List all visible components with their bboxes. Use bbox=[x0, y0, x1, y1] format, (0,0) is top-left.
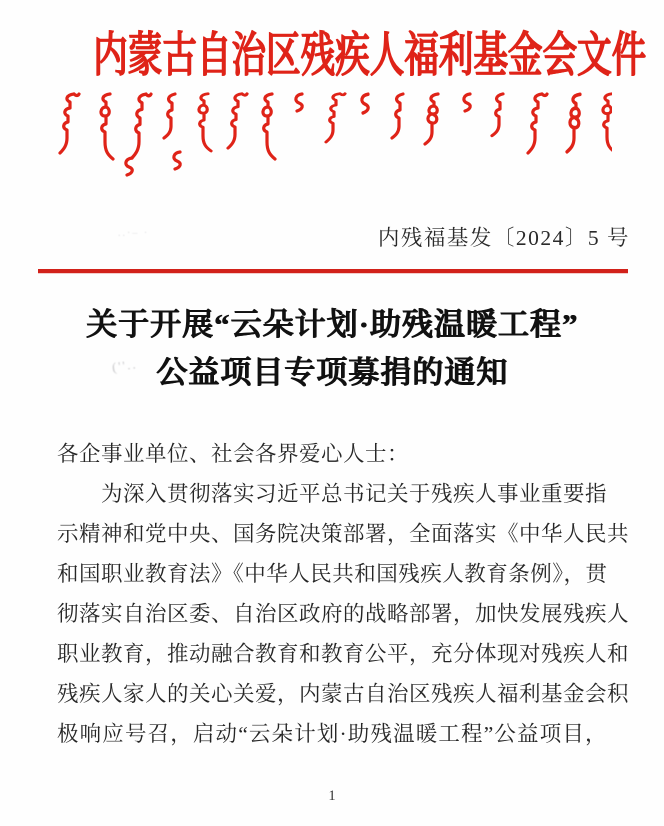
body-line: 职业教育，推动融合教育和教育公平，充分体现对残疾人和 bbox=[57, 642, 630, 666]
mongolian-word bbox=[464, 94, 470, 111]
body-line: 极响应号召，启动“云朵计划·助残温暖工程”公益项目， bbox=[57, 722, 607, 746]
notice-body bbox=[57, 434, 630, 754]
mongolian-word bbox=[263, 94, 275, 159]
body-line: 为深入贯彻落实习近平总书记关于残疾人事业重要指 bbox=[101, 482, 608, 506]
mongolian-word bbox=[60, 94, 79, 153]
mongolian-word bbox=[603, 94, 612, 153]
mongolian-word bbox=[528, 94, 547, 153]
page-number: 1 bbox=[328, 788, 336, 804]
mongolian-word bbox=[296, 94, 302, 111]
body-line: 和国职业教育法》《中华人民共和国残疾人教育条例》，贯 bbox=[57, 562, 608, 586]
letterhead-org-title: 内蒙古自治区残疾人福利基金会文件 bbox=[92, 29, 646, 82]
doc-number: 内残福基发〔2024〕5 号 bbox=[377, 226, 630, 250]
mongolian-word bbox=[425, 94, 438, 144]
mongolian-word bbox=[126, 158, 132, 175]
red-divider-line bbox=[38, 269, 628, 273]
salutation-line: 各企事业单位、社会各界爱心人士： bbox=[57, 442, 410, 466]
body-line: 残疾人家人的关心关爱，内蒙古自治区残疾人福利基金会积 bbox=[57, 682, 630, 706]
mongolian-word bbox=[199, 94, 211, 151]
notice-title-line1: 关于开展“云朵计划·助残温暖工程” bbox=[85, 307, 579, 342]
mongolian-word bbox=[101, 94, 113, 159]
notice-title bbox=[0, 301, 664, 397]
mongolian-word bbox=[132, 94, 151, 158]
scan-smudge: ..·– · bbox=[118, 228, 150, 239]
mongolian-word bbox=[362, 94, 368, 113]
mongolian-word bbox=[567, 94, 580, 152]
mongolian-word bbox=[492, 94, 503, 136]
mongolian-script-banner bbox=[52, 92, 612, 188]
mongolian-word bbox=[392, 94, 403, 138]
mongolian-word bbox=[164, 94, 175, 138]
notice-title-line2: 公益项目专项募捐的通知 bbox=[156, 355, 508, 390]
mongolian-word bbox=[228, 94, 247, 148]
body-line: 彻落实自治区委、自治区政府的战略部署，加快发展残疾人 bbox=[57, 602, 630, 626]
body-line: 示精神和党中央、国务院决策部署，全面落实《中华人民共 bbox=[57, 522, 630, 546]
scan-smudge: (''.. bbox=[111, 356, 139, 375]
mongolian-word bbox=[326, 94, 345, 142]
mongolian-word bbox=[174, 152, 180, 169]
